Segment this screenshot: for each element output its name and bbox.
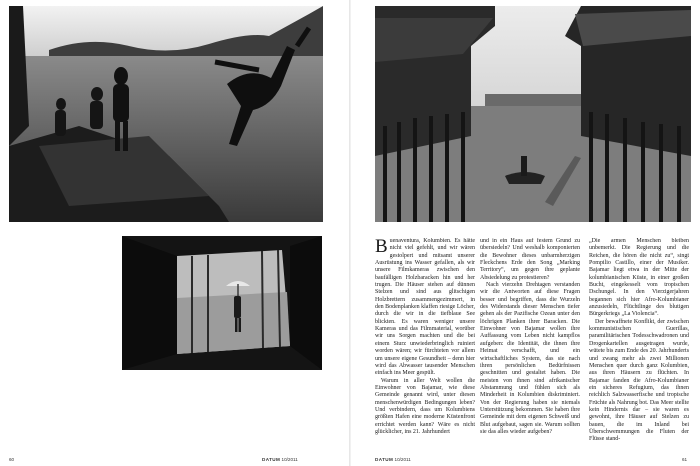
article-column-1 bbox=[375, 238, 475, 452]
page-number-left: 60 bbox=[9, 457, 15, 462]
paragraph: Nach vierzehn Drehtagen verstanden wir die Antworten auf diese Fragen besser und begriffen, dass die Wurzeln des Widerstands dieser Menschen tiefer gehen als der Pazifische Ozean unter den löchrigen Planken ihrer Baracken. Die Einwohner von Bajamar wollen ihre Auffassung vom Leben nicht kampflos aufgeben: die Identität, die ihnen ihre Heimat verschafft, und ein wirtschaftliches System, das sie nach ihren persönlichen Bedürfnissen geschnitten und gestaltet haben. Die meisten von ihnen sind afrikanischer Abstammung und fühlen sich als Minderheit in Kolumbien diskriminiert. Von der Regierung haben sie niemals Unterstützung bekommen. Sie haben ihre Gemeinde mit dem eigenen Schweiß und Blut aufgebaut, sagen sie. Warum sollten sie das alles wieder aufgeben? bbox=[480, 282, 580, 435]
photo-stilt-houses bbox=[375, 6, 691, 222]
paragraph bbox=[375, 238, 475, 378]
photo-umbrella bbox=[122, 236, 322, 370]
magazine-name: DATUM bbox=[262, 457, 281, 462]
photo-boys-diving bbox=[9, 6, 323, 222]
photo-stilt-houses-icon bbox=[375, 6, 691, 222]
paragraph: und in ein Haus auf festem Grund zu übersiedeln? Und weshalb komponierten die Bewohner dieses unbarmherzigen Fleckchens Erde den Song „Marking Territory“, um gegen ihre geplante Absiedelung zu protestieren? bbox=[480, 238, 580, 281]
paragraph: „Die armen Menschen bleiben unbemerkt. Die Regierung und die Reichen, die hören die nicht zu“, singt Pompilio Castillo, einer der Musiker. Bajamar liegt etwa in der Mitte der kolumbianischen Küste, in einer großen Bucht, eingekesselt vom tropischen Dschungel. In den Vierzigerjahren begannen sich hier Afro-Kolumbianer anzusiedeln, Flüchtlinge des blutigen Bürgerkriegs „La Violencia“. bbox=[589, 238, 689, 318]
paragraph: Der bewaffnete Konflikt, der zwischen kommunistischen Guerillas, paramilitärischen Todesschwadronen und Drogenkartellen ausgetragen wurde, wütete bis zum Ende des 20. Jahrhunderts und zwang mehr als zwei Millionen Menschen quer durch ganz Kolumbien, aus ihren Häusern zu flüchten. In Bajamar fanden die Afro-Kolumbianer ein sicheres Refugium, das ihnen reichlich Salzwasserfische und tropische Früchte als Nahrung bot. Das Meer stellte kein Hindernis dar – sie waren es gewohnt, ihre Häuser auf Stelzen zu bauen, die im Inland bei Überschwemmungen die Fluten der Flüsse stand- bbox=[589, 318, 689, 443]
page-gutter bbox=[349, 0, 351, 466]
article-column-3 bbox=[589, 238, 689, 452]
paragraph-text: uenaventura, Kolumbien. Es hätte nicht viel gefehlt, und wir wären gestolpert und mitsamt unserer Ausrüstung ins Wasser gefallen, als wir unsere Filmkameras zwischen den baufälligen Holzbaracken hin und her trugen. Die Häuser stehen auf dünnen Stelzen und sind aus glitschigen Holzbrettern zusammengezimmert, in den Bodenplanken klaffen riesige Löcher, durch die wir in die tiefblaue See blickten. Es waren weniger unsere Kameras und das Filmmaterial, worüber wir uns Sorgen machten und die bei einem Sturz unwiederbringlich ruiniert worden wären; wir fürchteten vor allem um unsere eigene Gesundheit – denn hier wird das Abwasser tausender Menschen einfach ins Meer gespült. bbox=[375, 238, 475, 377]
issue-number: 10/2011 bbox=[394, 457, 411, 462]
page-number-right: 61 bbox=[682, 457, 688, 462]
photo-umbrella-icon bbox=[122, 236, 322, 370]
article-column-2 bbox=[480, 238, 580, 452]
photo-boys-diving-icon bbox=[9, 6, 323, 222]
magazine-name: DATUM bbox=[375, 457, 394, 462]
magazine-footer-right bbox=[375, 457, 411, 462]
issue-number: 10/2011 bbox=[281, 457, 298, 462]
paragraph: Warum in aller Welt wollen die Einwohner von Bajamar, wie diese Gemeinde genannt wird, unter diesen menschenwürdigen Bedingungen leben? Und verbindern, dass um Kolumbiens größten Hafen eine moderne Küstenfront errichtet werden kann? Wäre es nicht glücklicher, ins 21. Jahrhundert bbox=[375, 377, 475, 435]
dropcap: B bbox=[375, 238, 388, 257]
magazine-footer-left bbox=[262, 457, 298, 462]
